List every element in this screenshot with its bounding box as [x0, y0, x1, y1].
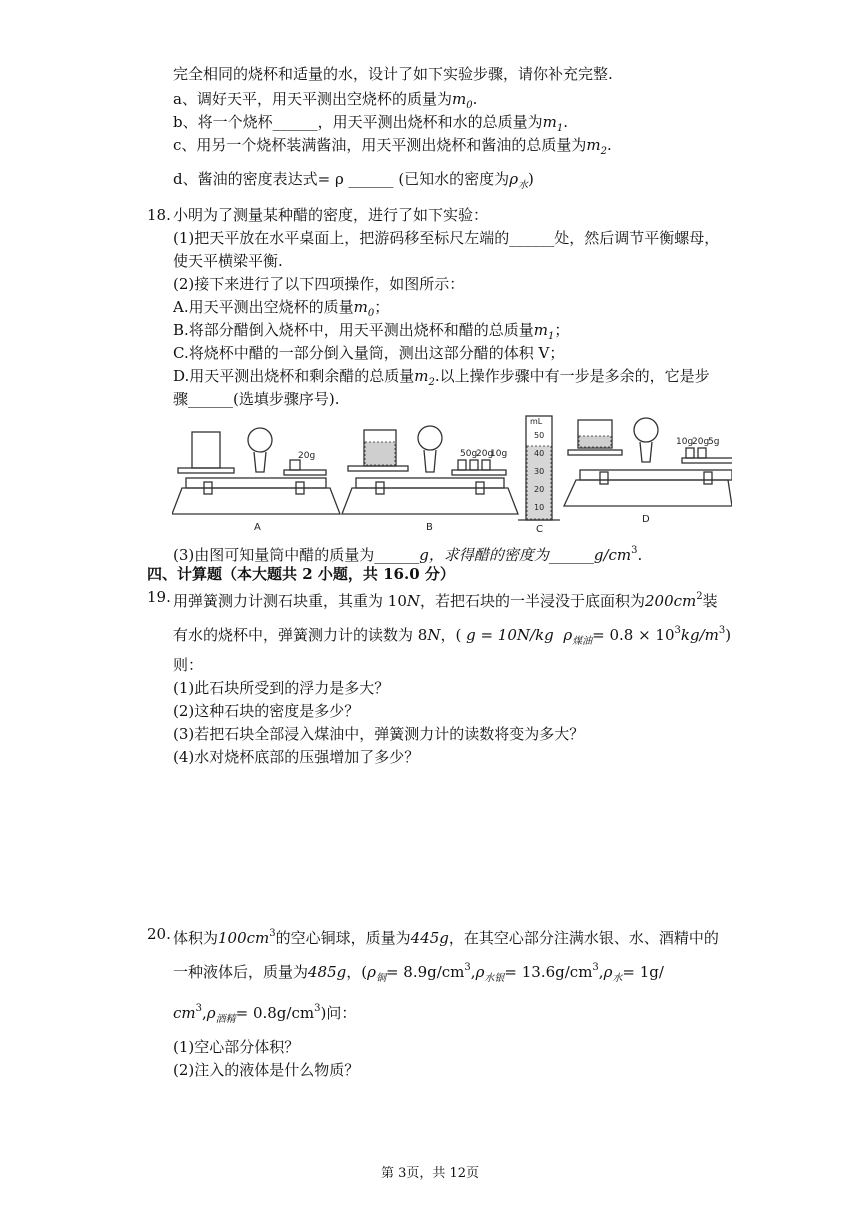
- q18-stem: 小明为了测量某种醋的密度，进行了如下实验：: [173, 206, 489, 224]
- weight-label: 10g: [676, 437, 694, 447]
- fig-label-d: D: [642, 514, 650, 525]
- q20-line2: 一种液体后，质量为485g，($\rho_铜= 8.9g/cm^3,\rho_{水银}= 13.6g/cm^3,\rho_水= 1g/$: [173, 962, 664, 984]
- page-footer: 第 3页，共 12页: [380, 1166, 480, 1181]
- q17-step-c: c、用另一个烧杯装满酱油，用天平测出烧杯和酱油的总质量为$m_2$.: [173, 136, 612, 157]
- fig-label-b: B: [426, 522, 433, 533]
- weight-label: 20g: [476, 449, 494, 459]
- section-heading: 四、计算题（本大题共 2 小题，共 16.0 分）: [147, 565, 455, 583]
- q17-step-a: a、调好天平，用天平测出空烧杯的质量为$m_0$.: [173, 90, 478, 111]
- q18-step-b: B.将部分醋倒入烧杯中，用天平测出烧杯和醋的总质量$m_1$；: [173, 321, 570, 342]
- cylinder-tick: 10: [534, 503, 545, 512]
- q19-sub3: (3)若把石块全部浸入煤油中，弹簧测力计的读数将变为多大？: [173, 725, 585, 743]
- q18-step-d: D.用天平测出烧杯和剩余醋的总质量$m_2$.以上操作步骤中有一步是多余的，它是步: [173, 367, 710, 388]
- cylinder-tick: 40: [534, 449, 545, 458]
- cylinder-tick: 30: [534, 467, 545, 476]
- q18-part2: (2)接下来进行了以下四项操作，如图所示：: [173, 275, 465, 293]
- fig-label-c: C: [536, 524, 543, 535]
- vinegar-in-beaker-d: [579, 436, 611, 447]
- q19-line1: 用弹簧测力计测石块重，其重为 10N，若把石块的一半浸没于底面积为$200cm^2$装: [173, 591, 718, 610]
- q18-part1-cont: 使天平横梁平衡.: [173, 252, 283, 270]
- weight-label: 10g: [490, 449, 508, 459]
- q18-step-d-cont: 骤______(选填步骤序号).: [173, 390, 340, 408]
- q19-line2: 有水的烧杯中，弹簧测力计的读数为 8N，( g = 10N/kg $\rho_{煤油}= 0.8 \times 10^3kg/m^3$): [173, 625, 732, 647]
- answer-blank[interactable]: ______: [348, 170, 394, 188]
- q17-intro: 完全相同的烧杯和适量的水，设计了如下实验步骤，请你补充完整.: [173, 65, 613, 83]
- q19-sub2: (2)这种石块的密度是多少？: [173, 702, 360, 720]
- weight-label: 5g: [708, 437, 720, 447]
- answer-blank[interactable]: ______: [188, 390, 234, 408]
- q20-number: 20.: [147, 925, 171, 943]
- answer-blank[interactable]: ______: [548, 546, 594, 564]
- q18-number: 18.: [147, 206, 171, 224]
- q18-step-a: A.用天平测出空烧杯的质量$m_0$；: [173, 298, 390, 319]
- weight-label: 20g: [298, 451, 316, 461]
- q17-step-d: d、酱油的密度表达式= ρ ______ (已知水的密度为$\rho_水$): [173, 170, 534, 191]
- q20-sub1: (1)空心部分体积？: [173, 1038, 300, 1056]
- cylinder-tick: 20: [534, 485, 545, 494]
- q17-step-b: b、将一个烧杯______，用天平测出烧杯和水的总质量为$m_1$.: [173, 113, 569, 134]
- q19-sub1: (1)此石块所受到的浮力是多大？: [173, 679, 390, 697]
- q20-line3: $cm^3,\rho_{酒精}= 0.8g/cm^3$)问：: [173, 1003, 357, 1025]
- vinegar-in-beaker-b: [365, 442, 395, 465]
- q18-step-c: C.将烧杯中醋的一部分倒入量筒，测出这部分醋的体积 V；: [173, 344, 565, 362]
- q20-sub2: (2)注入的液体是什么物质？: [173, 1061, 360, 1079]
- balance-figure: [172, 410, 732, 536]
- answer-blank[interactable]: ______: [509, 229, 555, 247]
- q18-part1: (1)把天平放在水平桌面上，把游码移至标尺左端的______处，然后调节平衡螺母，: [173, 229, 720, 247]
- cylinder-unit: mL: [530, 417, 543, 426]
- fig-label-a: A: [254, 522, 261, 533]
- weight-label: 50g: [460, 449, 478, 459]
- q18-part3: (3)由图可知量筒中醋的质量为______g，求得醋的密度为$\_\_\_\_\_\_g/cm^3$.: [173, 545, 643, 564]
- q19-number: 19.: [147, 588, 171, 606]
- q19-line3: 则：: [173, 656, 204, 674]
- cylinder-tick: 50: [534, 431, 545, 440]
- answer-blank[interactable]: ______: [272, 113, 318, 131]
- q20-line1: 体积为$100cm^3$的空心铜球，质量为445g，在其空心部分注满水银、水、酒精中的: [173, 928, 719, 947]
- answer-blank[interactable]: ______: [374, 546, 420, 564]
- weight-label: 20g: [692, 437, 710, 447]
- q19-sub4: (4)水对烧杯底部的压强增加了多少？: [173, 748, 420, 766]
